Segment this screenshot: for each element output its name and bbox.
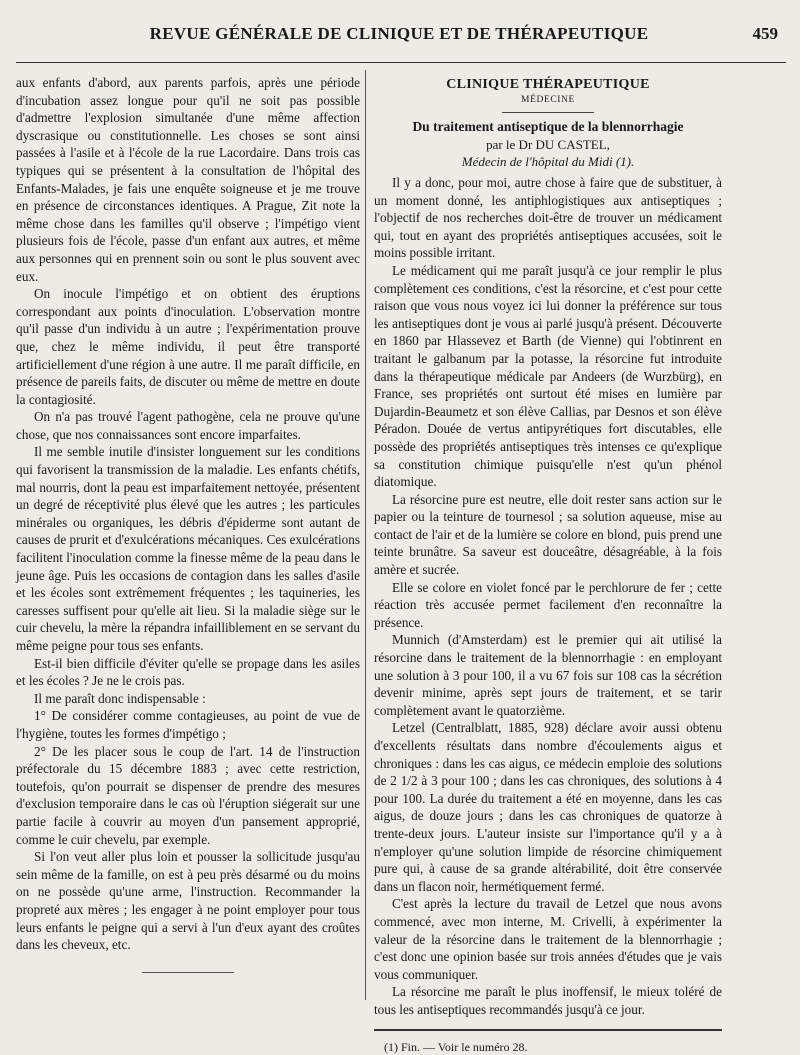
section-subtitle: MÉDECINE (521, 95, 575, 105)
paragraph: Il me paraît donc indispensable : (34, 690, 206, 706)
paragraph: On n'a pas trouvé l'agent pathogène, cela ne prouve qu'une chose, que nos connaissances sont encore imparfaites. (16, 409, 360, 442)
affiliation: Médecin de l'hôpital du Midi (1). (461, 154, 635, 169)
list-item: 2° De les placer sous le coup de l'art. 14 de l'instruction préfectorale du 15 décembre 1883 ; avec cette restriction, toutefois, qu'on pourrait se dispenser de prendre des mesures d'exclusion temporaire dans le cas où l'éruption siégerait sur une partie facile à couvrir au moyen d'un pansement approprié, comme le cuir chevelu, par exemple. (16, 743, 360, 847)
list-item: 1° De considérer comme contagieuses, au point de vue de l'hygiène, toutes les formes d'impétigo ; (16, 708, 360, 741)
footnote-rule (374, 1029, 722, 1031)
paragraph: Munnich (d'Amsterdam) est le premier qui ait utilisé la résorcine dans le traitement de la blennorrhagie : en employant une solution à 3 pour 100, il a vu 67 fois sur 108 cas la sécrétion devenir minime, après sept jours de traitement, et se tarir complètement avant le quatorzième. (374, 632, 722, 718)
running-header (14, 20, 784, 50)
section-title: CLINIQUE THÉRAPEUTIQUE (446, 77, 650, 92)
end-rule (142, 972, 234, 973)
header-rule (16, 62, 786, 63)
paragraph: On inocule l'impétigo et on obtient des éruptions correspondant aux points d'inoculation. L'observation montre qu'il passe d'un individu à un autre ; l'expérimentation prouve que, chez le même individu, il peut être transporté artificiellement d'une région à une autre. Il me paraît difficile, en présence de pareils faits, de discuter ou même de mettre en doute la contagiosité. (16, 286, 360, 407)
paragraph: aux enfants d'abord, aux parents parfois, après une période d'incubation assez longue pour qu'il ne soit pas possible d'admettre l'explosion simultanée d'une même affection dyscrasique ou constitutionnelle. Les choses se sont ainsi passées à l'asile et à l'école de la rue Lacordaire. Dans trois cas typiques qui se présentent à la consultation de l'hôpital des Enfants-Malades, je fais une enquête soigneuse et je me trouve en présence de circonstances identiques. A Prague, Zit note la même chose dans les familles qu'il observe ; l'impétigo vient plusieurs fois de l'école, passe d'un enfant aux autres, et même aux personnes qui en prennent soin ou sont le plus souvent avec eux. (16, 75, 360, 284)
byline: par le Dr DU CASTEL, (486, 137, 610, 152)
page-number: 459 (752, 24, 778, 43)
paragraph: La résorcine me paraît le plus inoffensif, le mieux toléré de tous les antiseptiques recommandés jusqu'à ce jour. (374, 984, 722, 1017)
left-column (16, 74, 360, 973)
right-column (374, 74, 722, 1055)
section-rule (502, 112, 594, 113)
paragraph: Il y a donc, pour moi, autre chose à faire que de substituer, à un moment donné, les antiphlogistiques aux antiseptiques ; l'objectif de nos recherches doit-être de trouver un médicament qui, tout en ayant des propriétés antiseptiques accusées, soit le moins possible irritant. (374, 175, 722, 261)
paragraph: Le médicament qui me paraît jusqu'à ce jour remplir le plus complètement ces conditions, c'est la résorcine, et c'est pour cette raison que vous nous voyez ici lui donner la préférence sur tous les antiseptiques dont je vous ai parlé jusqu'à présent. Découverte en 1860 par Hlassevez et Barth (de Vienne) qui l'obtinrent en traitant le galbanum par la potasse, la résorcine fut introduite dans la thérapeutique médicale par Andeers (de Wurzbürg), en France, ses propriétés ont surtout été mises en lumière par Dujardin-Beaumetz et son élève Callias, par Desnos et son élève Péradon. Douée de vertus antipyrétiques fort discutables, elle possède des propriétés antiseptiques très intenses ce qu'explique sa constitution chimique puisqu'elle n'est qu'un phénol diatomique. (374, 262, 722, 490)
paragraph: Elle se colore en violet foncé par le perchlorure de fer ; cette réaction très accusée permet facilement d'en reconnaître la présence. (374, 579, 722, 630)
paragraph: Est-il bien difficile d'éviter qu'elle se propage dans les asiles et les écoles ? Je ne le crois pas. (16, 655, 360, 689)
paragraph: C'est après la lecture du travail de Letzel que nous avons commencé, avec mon interne, M. Crivelli, à expérimenter la valeur de la résorcine dans le traitement de la blennorrhagie ; c'est donc une opinion basée sur trois années d'études que je vais vous communiquer. (374, 896, 722, 982)
column-divider (365, 70, 366, 1000)
article-title: Du traitement antiseptique de la blennorrhagie (412, 119, 684, 134)
paragraph: Letzel (Centralblatt, 1885, 928) déclare avoir aussi obtenu d'excellents résultats dans nombre d'écoulements aigus et chroniques : dans les cas aigus, ce médecin emploie des solutions de 2 1/2 à 3 pour 100 ; dans les cas chroniques, des solutions à 4 pour 100. La durée du traitement a été en moyenne, dans les cas aigus, de douze jours ; dans les cas chroniques de quatorze à trente-deux jours. L'auteur insiste sur l'importance qu'il y a à n'employer qu'une solution limpide de résorcine chimiquement pure qui, à cause de sa grande altérabilité, doit être conservée dans un flacon noir, hermétiquement fermé. (374, 720, 722, 894)
paragraph: Si l'on veut aller plus loin et pousser la sollicitude jusqu'au sein même de la famille, on est à peu près désarmé ou du moins on ne possède qu'une arme, l'instruction. Recommander la propreté aux mères ; les engager à ne point employer pour tous leurs enfants le peigne qui a servi à l'un d'eux ayant des croûtes dans les cheveux, etc. (16, 849, 360, 953)
paragraph: Il me semble inutile d'insister longuement sur les conditions qui favorisent la transmission de la maladie. Les enfants chétifs, mal nourris, dont la peau est imparfaitement nettoyée, présentent un degré de réceptivité plus élevé que les autres ; les particules minérales ou organiques, les débris d'épiderme sont autant de causes de prurit et d'exulcérations mécaniques. Ces exulcérations facilitent l'inoculation comme la finesse même de la peau dans le jeune âge. Puis les occasions de contagion dans les salles d'asile et les écoles sont extrêmement fréquentes ; les taquineries, les caresses suffisent pour qu'elle ait lieu. Si la maladie siège sur le cuir chevelu, la mère la répandra infailliblement en se servant du même peigne pour tous ses enfants. (16, 444, 360, 653)
paragraph: La résorcine pure est neutre, elle doit rester sans action sur le papier ou la teinture de tournesol ; sa solution aqueuse, mise au contact de l'air et de la lumière se colore en blond, puis prend une teinte brunâtre. Sa saveur est douceâtre, désagréable, à la fois amère et sucrée. (374, 491, 722, 578)
journal-title: REVUE GÉNÉRALE DE CLINIQUE ET DE THÉRAPEUTIQUE (149, 24, 649, 43)
footnote: (1) Fin. — Voir le numéro 28. (384, 1039, 528, 1054)
